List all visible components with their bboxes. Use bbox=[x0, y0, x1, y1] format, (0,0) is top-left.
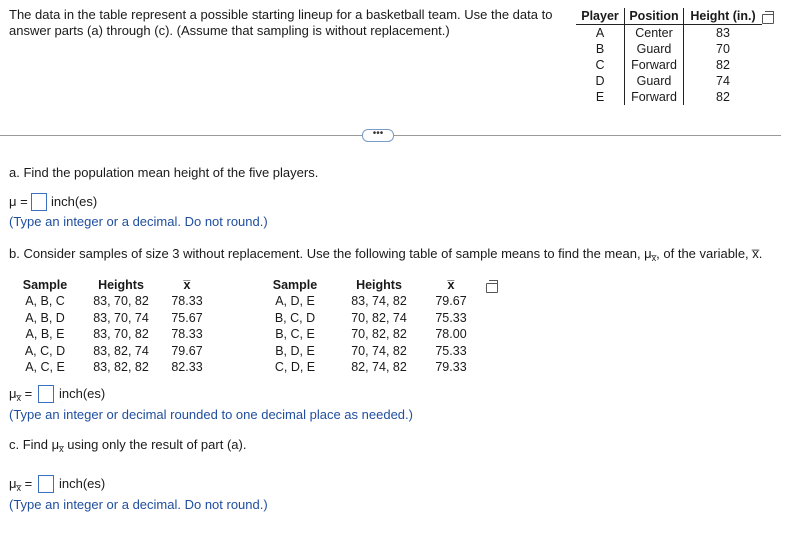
cell-heights: 70, 82, 82 bbox=[351, 327, 407, 341]
part-b-hint: (Type an integer or decimal rounded to one decimal place as needed.) bbox=[9, 407, 413, 422]
cell-sample: A, C, D bbox=[24, 343, 66, 358]
cell-player: A bbox=[576, 25, 625, 42]
part-b-mu-label: $\mu_{x̅}$ = bbox=[9, 386, 33, 403]
cell-heights: 83, 74, 82 bbox=[351, 294, 407, 308]
part-b-question bbox=[9, 246, 762, 261]
cell-xbar: 82.33 bbox=[171, 360, 203, 374]
part-c-question-text: c. Find μ bbox=[9, 437, 60, 452]
header-sample: Sample bbox=[22, 278, 68, 292]
part-a-answer-input[interactable] bbox=[31, 193, 47, 211]
sample-means-table bbox=[0, 277, 785, 377]
part-c-mu-sub: x̅ bbox=[16, 483, 21, 493]
cell-heights: 83, 82, 74 bbox=[93, 343, 149, 358]
part-c-question-sub: x̅ bbox=[59, 444, 64, 454]
cell-height: 82 bbox=[716, 58, 730, 72]
cell-heights: 83, 82, 82 bbox=[93, 360, 149, 374]
part-b-mu-sub: x̅ bbox=[16, 393, 21, 403]
part-c-mu: μ bbox=[9, 476, 17, 491]
players-table bbox=[576, 8, 762, 105]
cell-player: B bbox=[576, 41, 625, 57]
cell-heights: 82, 74, 82 bbox=[351, 360, 407, 374]
cell-sample: A, B, D bbox=[25, 310, 65, 325]
cell-sample: A, D, E bbox=[275, 294, 315, 308]
cell-position: Guard bbox=[625, 73, 684, 89]
header-xbar: x̅ bbox=[183, 278, 191, 292]
cell-sample: C, D, E bbox=[274, 360, 316, 374]
cell-xbar: 78.00 bbox=[435, 327, 467, 341]
table-row bbox=[576, 57, 762, 73]
sample-column-right bbox=[264, 293, 326, 376]
cell-heights: 83, 70, 82 bbox=[93, 294, 149, 308]
header-heights: Heights bbox=[356, 278, 402, 292]
part-c-answer-input[interactable] bbox=[38, 475, 54, 493]
cell-height: 83 bbox=[716, 26, 730, 40]
heights-column-right bbox=[346, 293, 412, 376]
cell-height: 70 bbox=[716, 42, 730, 56]
cell-player: E bbox=[576, 89, 625, 105]
cell-heights: 83, 70, 82 bbox=[93, 327, 149, 341]
part-c-mu-label: $\mu_{x̅}$ = bbox=[9, 476, 33, 493]
cell-xbar: 79.33 bbox=[435, 360, 467, 374]
cell-height: 74 bbox=[716, 74, 730, 88]
cell-xbar: 75.33 bbox=[435, 310, 467, 325]
expand-button[interactable]: ••• bbox=[362, 129, 394, 142]
part-b-question-text: b. Consider samples of size 3 without replacement. Use the following table of sample means to find the mean, μ bbox=[9, 246, 652, 261]
cell-position: Center bbox=[625, 25, 684, 42]
part-b-question-end: , of the variable, x̅. bbox=[656, 246, 763, 261]
part-a-hint: (Type an integer or a decimal. Do not round.) bbox=[9, 214, 268, 229]
cell-sample: A, B, E bbox=[25, 327, 65, 341]
cell-heights: 83, 70, 74 bbox=[93, 310, 149, 325]
table-row bbox=[576, 89, 762, 105]
part-b-question-sub: x̅ bbox=[651, 253, 657, 263]
header-height: Height (in.) bbox=[684, 8, 763, 25]
cell-player: C bbox=[576, 57, 625, 73]
cell-sample: B, C, D bbox=[274, 310, 316, 325]
cell-height: 82 bbox=[716, 90, 730, 104]
xbar-column-left bbox=[166, 293, 208, 376]
part-c-question-end: using only the result of part (a). bbox=[63, 437, 247, 452]
table-row bbox=[576, 73, 762, 89]
table-row bbox=[576, 41, 762, 57]
cell-xbar: 75.33 bbox=[435, 343, 467, 358]
cell-xbar: 79.67 bbox=[171, 343, 203, 358]
cell-sample: A, C, E bbox=[25, 360, 65, 374]
cell-xbar: 78.33 bbox=[171, 327, 203, 341]
part-c-hint: (Type an integer or a decimal. Do not round.) bbox=[9, 497, 268, 512]
cell-xbar: 75.67 bbox=[171, 310, 203, 325]
header-player: Player bbox=[576, 8, 625, 25]
part-a-mu-label: μ = bbox=[9, 194, 28, 209]
copy-icon[interactable] bbox=[762, 14, 774, 24]
cell-position: Forward bbox=[625, 57, 684, 73]
cell-heights: 70, 74, 82 bbox=[351, 343, 407, 358]
part-b-unit: inch(es) bbox=[59, 386, 106, 401]
cell-sample: B, D, E bbox=[275, 343, 315, 358]
cell-player: D bbox=[576, 73, 625, 89]
part-c-unit: inch(es) bbox=[59, 476, 106, 491]
part-c-question bbox=[9, 437, 246, 452]
sample-column-left bbox=[14, 293, 76, 376]
cell-xbar: 78.33 bbox=[171, 294, 203, 308]
xbar-column-right bbox=[430, 293, 472, 376]
part-a-question: a. Find the population mean height of the five players. bbox=[9, 165, 319, 180]
header-position: Position bbox=[625, 8, 684, 25]
heights-column-left bbox=[88, 293, 154, 376]
cell-xbar: 79.67 bbox=[435, 294, 467, 308]
header-heights: Heights bbox=[98, 278, 144, 292]
problem-intro: The data in the table represent a possible starting lineup for a basketball team. Use the data to answer parts (a) through (c). (Assume that sampling is without replacement.) bbox=[9, 7, 553, 38]
cell-heights: 70, 82, 74 bbox=[351, 310, 407, 325]
header-sample: Sample bbox=[272, 278, 318, 292]
cell-position: Guard bbox=[625, 41, 684, 57]
part-a-unit: inch(es) bbox=[51, 194, 98, 209]
part-b-answer-input[interactable] bbox=[38, 385, 54, 403]
cell-position: Forward bbox=[625, 89, 684, 105]
part-b-mu: μ bbox=[9, 386, 17, 401]
table-row bbox=[576, 25, 762, 42]
header-xbar: x̅ bbox=[447, 278, 455, 292]
cell-sample: B, C, E bbox=[275, 327, 315, 341]
cell-sample: A, B, C bbox=[25, 294, 65, 308]
copy-icon[interactable] bbox=[486, 283, 498, 293]
